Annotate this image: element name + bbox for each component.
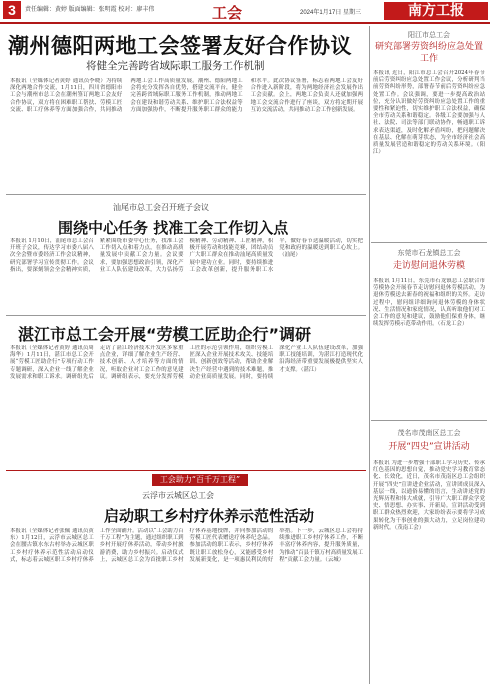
story1-headline: 潮州德阳两地工会签署友好合作协议 xyxy=(8,34,352,58)
campaign-tag: 工会助力“百千万工程” xyxy=(152,474,248,486)
story4-body: 本报讯（全媒体记者张佩 通讯员黄东）1月12日，云浮市云城区总工会在腰古镇水东古村举办云城区职工乡村疗休养示范性活动启动仪式，标志着云城区职工乡村疗休养工作全面铺开。活动以“工会助力百千万工程”为主题，通过组织职工到乡村开展疗休养活动，带动乡村旅游消费，助力乡村振兴。启动仪式上，云城区总工会为首批职工乡村疗休养基地授牌，并向参加活动的劳模工匠代表赠送疗休养纪念品。参加活动的职工表示，乡村疗休养既让职工放松身心，又能感受乡村发展新变化，是一项惠民利民的好举措。下一步，云城区总工会将持续推进职工乡村疗休养工作，不断丰富疗休养内容，提升服务质量，为推动“百县千镇万村高质量发展工程”贡献工会力量。（云城） xyxy=(10,528,363,563)
right2-body: 本报讯 1月11日，东莞市石龙镇总工会联合市劳模协会开展春节走访慰问退休劳模活动，为退休劳模送去新春的祝福和组织的关怀。走访过程中，慰问组详细询问退休劳模的身体状况、生活情况和家庭情况，认真听取他们对工会工作的意见和建议，鼓励他们保重身体，继续发挥劳模示范带动作用。（石龙工会） xyxy=(373,278,485,328)
divider xyxy=(6,470,366,471)
editor-info: 责任编辑：黄婷 版面编辑：张明霞 校对：廖丰伟 xyxy=(25,7,155,13)
newspaper-logo: 南方工报 xyxy=(384,2,488,20)
issue-date: 2024年1月17日 星期三 xyxy=(300,10,362,16)
right1-kicker: 阳江市总工会 xyxy=(408,31,450,39)
story4-headline: 启动职工乡村疗休养示范性活动 xyxy=(104,507,315,525)
divider xyxy=(371,242,487,243)
right3-headline: 开展“四史”宣讲活动 xyxy=(388,442,470,452)
divider xyxy=(6,315,366,316)
right2-headline: 走访慰问退休劳模 xyxy=(392,261,465,271)
story1-subtitle: 将健全完善跨省域际职工服务工作机制 xyxy=(86,60,265,72)
story2-kicker: 汕尾市总工会召开班子会议 xyxy=(113,203,209,212)
divider xyxy=(6,194,366,195)
story2-headline: 围绕中心任务 找准工会工作切入点 xyxy=(58,219,289,237)
right2-kicker: 东莞市石龙镇总工会 xyxy=(397,249,461,257)
right1-headline: 研究部署劳资纠纷应急处置工作 xyxy=(374,42,483,64)
right1-body: 本报讯 近日，阳江市总工会召开2024年春节前后劳资纠纷应急处置工作会议，分析研判当前劳资纠纷形势，部署春节前后劳资纠纷应急处置工作。会议强调，要进一步提高政治站位，充分认识做好劳资纠纷应急处置工作的重要性和紧迫性，切实维护职工合法权益，确保全市劳动关系和谐稳定。各级工会要加强与人社、法院、司法等部门联动协作，畅通职工诉求表达渠道，及时化解矛盾纠纷，把问题解决在基层、化解在萌芽状态，为全市经济社会高质量发展营造和谐稳定的劳动关系环境。（阳江） xyxy=(373,70,485,156)
story4-kicker: 云浮市云城区总工会 xyxy=(142,491,214,500)
story3-body: 本报讯（全媒体记者黄婷 通讯员周海华）1月11日，湛江市总工会开展“劳模工匠助企行”专项行动工作专题调研，深入企业一线了解企业发展需求和职工诉求。调研组先后走访了湛江经济技术开发区多家重点企业，详细了解企业生产经营、技术创新、人才培养等方面的情况，听取企业对工会工作的意见建议。调研组表示，要充分发挥劳模工匠的示范引领作用，组织劳模工匠深入企业开展技术攻关、技能培训、创新创效等活动，帮助企业解决生产经营中遇到的技术难题，推动企业高质量发展。同时，要持续深化产业工人队伍建设改革，加强职工技能培训，为湛江打造现代化沿海经济带重要发展极提供坚实人才支撑。（湛江） xyxy=(10,345,363,380)
story1-body: 本报讯（全媒体记者黄婷 通讯员李晓）为持续深化两地合作交流，1月11日，四川省德阳市工会与潮州市总工会在潮州签订两地工会友好合作协议，双方将在困难职工帮扶、劳模工匠交流、职工疗休养等方面加强合作，共同推动两地工会工作高质量发展。潮州、德阳两地工会将充分发挥各自优势，搭建交流平台，健全完善跨省域际职工服务工作机制，推动两地工会在建设和谐劳动关系、维护职工合法权益等方面加强协作，不断提升服务职工群众的能力和水平。此次协议签署，标志着两地工会友好合作进入新阶段，将为两地经济社会发展作出工会贡献。会上，两地工会负责人还就加强两地工会交流合作进行了座谈，双方将定期开展互访交流活动，共同推动工会工作创新发展。 xyxy=(10,78,363,113)
section-title: 工会 xyxy=(212,4,243,22)
story3-headline: 湛江市总工会开展“劳模工匠助企行”调研 xyxy=(18,325,312,344)
right3-kicker: 茂名市茂南区总工会 xyxy=(397,429,461,437)
column-divider xyxy=(369,26,370,684)
right3-body: 本报讯 为进一步增强干部职工学习历史、传承红色基因的思想自觉，推动党史学习教育常态化、长效化，近日，茂名市茂南区总工会组织开展“四史”宣讲进企业活动，宣讲团成员深入基层一线，以通俗易懂的语言，生动讲述党的光辉历程和伟大成就，引导广大职工群众学党史、悟思想、办实事、开新局。宣讲活动受到职工群众热烈欢迎，大家纷纷表示要将学习成果转化为干事创业的强大动力，立足岗位建功新时代。（茂南工会） xyxy=(373,460,485,531)
page-number-badge: 3 xyxy=(3,1,21,19)
divider xyxy=(371,420,487,421)
story2-body: 本报讯 1月10日，汕尾市总工会召开班子会议，传达学习市委八届八次全会暨市委经济工作会议精神，研究部署学习宣传贯彻工作。会议指出，要深刻领会全会精神实质，紧紧围绕市委中心任务，找准工会工作切入点和着力点，在推动高质量发展中贡献工会力量。会议要求，要加强思想政治引领，深化产业工人队伍建设改革，大力弘扬劳模精神、劳动精神、工匠精神，积极开展劳动和技能竞赛，团结动员广大职工群众在推动汕尾高质量发展中建功立业。同时，要持续推进工会改革创新，提升服务职工水平，做好春节送温暖活动，切实把党和政府的温暖送到职工心坎上。（汕尾） xyxy=(10,238,363,273)
